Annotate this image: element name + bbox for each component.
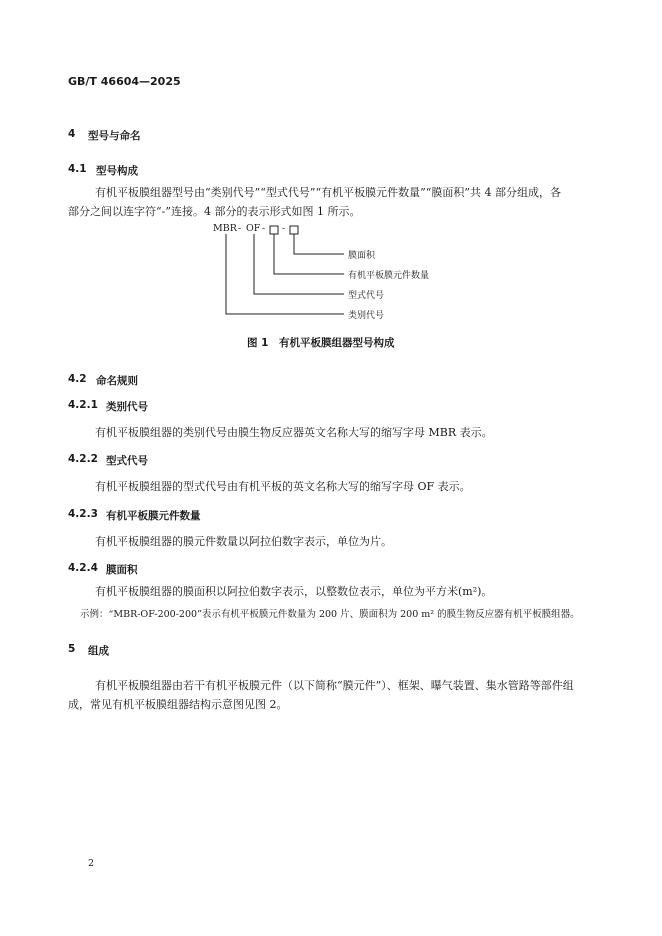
section-4-2-3-number: 4.2.3 (68, 508, 98, 520)
code-separator-2: - (262, 223, 266, 234)
label-type-code: 型式代号 (348, 291, 385, 301)
code-prefix-mbr: MBR (213, 223, 237, 234)
section-4-1-number: 4.1 (68, 163, 87, 175)
section-5-paragraph-line-2: 成，常见有机平板膜组器结构示意图见图 2。 (68, 698, 288, 711)
section-5-title: 组成 (88, 645, 109, 657)
type-code-leader (254, 234, 344, 294)
label-category-code: 类别代号 (348, 311, 385, 321)
label-element-count: 有机平板膜元件数量 (348, 271, 430, 281)
figure-1-caption: 图 1 有机平板膜组器型号构成 (247, 337, 395, 349)
code-separator-3: - (282, 223, 286, 234)
section-4-2-1-title: 类别代号 (106, 401, 148, 413)
section-4-2-3-title: 有机平板膜元件数量 (106, 510, 201, 522)
section-4-2-4-number: 4.2.4 (68, 562, 98, 574)
section-4-1-paragraph-line-2: 部分之间以连字符“-”连接。4 部分的表示形式如图 1 所示。 (68, 205, 361, 218)
section-4-2-2-paragraph: 有机平板膜组器的型式代号由有机平板的英文名称大写的缩写字母 OF 表示。 (95, 480, 471, 493)
label-membrane-area: 膜面积 (348, 251, 376, 261)
standard-number: GB/T 46604—2025 (68, 75, 181, 88)
section-4-number: 4 (68, 128, 76, 140)
section-4-title: 型号与命名 (88, 130, 141, 142)
section-4-1-paragraph-line-1: 有机平板膜组器型号由“类别代号”“型式代号”“有机平板膜元件数量”“膜面积”共 4 部分组成，各 (95, 186, 561, 199)
section-5-number: 5 (68, 643, 76, 655)
section-4-2-number: 4.2 (68, 373, 87, 385)
section-4-1-title: 型号构成 (96, 165, 138, 177)
section-4-2-1-number: 4.2.1 (68, 399, 98, 411)
section-4-2-4-title: 膜面积 (106, 564, 138, 576)
element-count-box (270, 226, 278, 234)
section-4-2-4-paragraph: 有机平板膜组器的膜面积以阿拉伯数字表示，以整数位表示，单位为平方米(m²)。 (95, 585, 493, 598)
membrane-area-leader (294, 234, 344, 254)
section-4-2-3-paragraph: 有机平板膜组器的膜元件数量以阿拉伯数字表示，单位为片。 (95, 535, 392, 548)
section-5-paragraph-line-1: 有机平板膜组器由若干有机平板膜元件（以下简称“膜元件”）、框架、曝气装置、集水管路等部件组 (95, 679, 574, 692)
page-number: 2 (88, 858, 95, 869)
membrane-area-box (290, 226, 298, 234)
section-4-2-1-paragraph: 有机平板膜组器的类别代号由膜生物反应器英文名称大写的缩写字母 MBR 表示。 (95, 426, 493, 439)
section-4-2-2-number: 4.2.2 (68, 453, 98, 465)
section-4-2-4-example: 示例：“MBR-OF-200-200”表示有机平板膜元件数量为 200 片、膜面积为 200 m² 的膜生物反应器有机平板膜组器。 (80, 609, 580, 620)
section-4-2-title: 命名规则 (96, 375, 138, 387)
code-separator-1: - (238, 223, 242, 234)
section-4-2-2-title: 型式代号 (106, 455, 148, 467)
code-type-of: OF (246, 223, 261, 234)
